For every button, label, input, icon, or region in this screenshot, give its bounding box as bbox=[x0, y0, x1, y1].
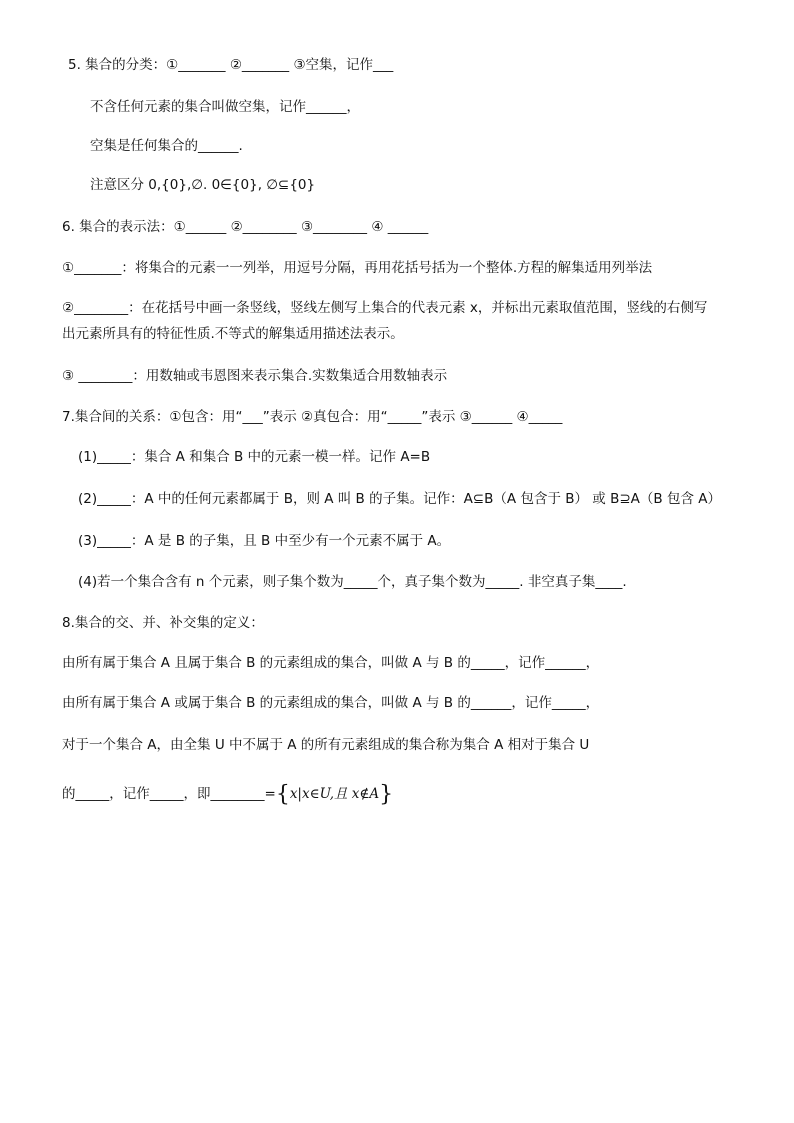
section-6-line: 6. 集合的表示法：①______ ②________ ③________ ④ ______ bbox=[62, 219, 429, 235]
section-8-line: 8.集合的交、并、补交集的定义： bbox=[62, 615, 264, 631]
open-brace: { bbox=[275, 782, 290, 807]
complement-prefix: 的_____，记作_____，即________= bbox=[62, 786, 276, 802]
relation-2-line: (2)_____：A 中的任何元素都属于 B，则 A 叫 B 的子集。记作：A⊆B（A 包含于 B） 或 B⊇A（B 包含 A） bbox=[78, 491, 721, 507]
complement-line: 对于一个集合 A，由全集 U 中不属于 A 的所有元素组成的集合称为集合 A 相对于集合 U bbox=[62, 737, 590, 753]
empty-set-definition: 不含任何元素的集合叫做空集，记作______， bbox=[90, 99, 360, 115]
complement-set-builder: x|x∈U,且 x∉A bbox=[289, 786, 380, 802]
complement-formula-line bbox=[62, 782, 394, 807]
empty-set-subset-note: 空集是任何集合的______. bbox=[90, 138, 243, 154]
section-5-line: 5. 集合的分类：①_______ ②_______ ③空集，记作___ bbox=[68, 57, 394, 73]
graph-method-line: ③ ________：用数轴或韦恩图来表示集合.实数集适合用数轴表示 bbox=[62, 368, 448, 384]
relation-1-line: (1)_____：集合 A 和集合 B 中的元素一模一样。记作 A=B bbox=[78, 449, 431, 465]
union-line: 由所有属于集合 A 或属于集合 B 的元素组成的集合，叫做 A 与 B 的______，记作_____， bbox=[62, 695, 600, 711]
relation-4-line: (4)若一个集合含有 n 个元素，则子集个数为_____个，真子集个数为_____. 非空真子集____. bbox=[78, 574, 627, 590]
section-7-line: 7.集合间的关系：①包含：用“___”表示 ②真包合：用“_____”表示 ③______ ④_____ bbox=[62, 409, 563, 425]
intersection-line: 由所有属于集合 A 且属于集合 B 的元素组成的集合，叫做 A 与 B 的_____，记作______， bbox=[62, 655, 600, 671]
relation-3-line: (3)_____：A 是 B 的子集，且 B 中至少有一个元素不属于 A。 bbox=[78, 533, 451, 549]
roster-method-line: ①_______：将集合的元素一一列举，用逗号分隔，再用花括号括为一个整体.方程的解集适用列举法 bbox=[62, 260, 653, 276]
description-method-line: ②________：在花括号中画一条竖线，竖线左侧写上集合的代表元素 x，并标出元素取值范围，竖线的右侧写 bbox=[62, 300, 708, 316]
close-brace: } bbox=[379, 782, 394, 807]
description-method-line-2: 出元素所具有的特征性质.不等式的解集适用描述法表示。 bbox=[62, 326, 404, 342]
distinguish-note: 注意区分 0,{0},∅. 0∈{0}, ∅⊆{0} bbox=[90, 177, 316, 193]
